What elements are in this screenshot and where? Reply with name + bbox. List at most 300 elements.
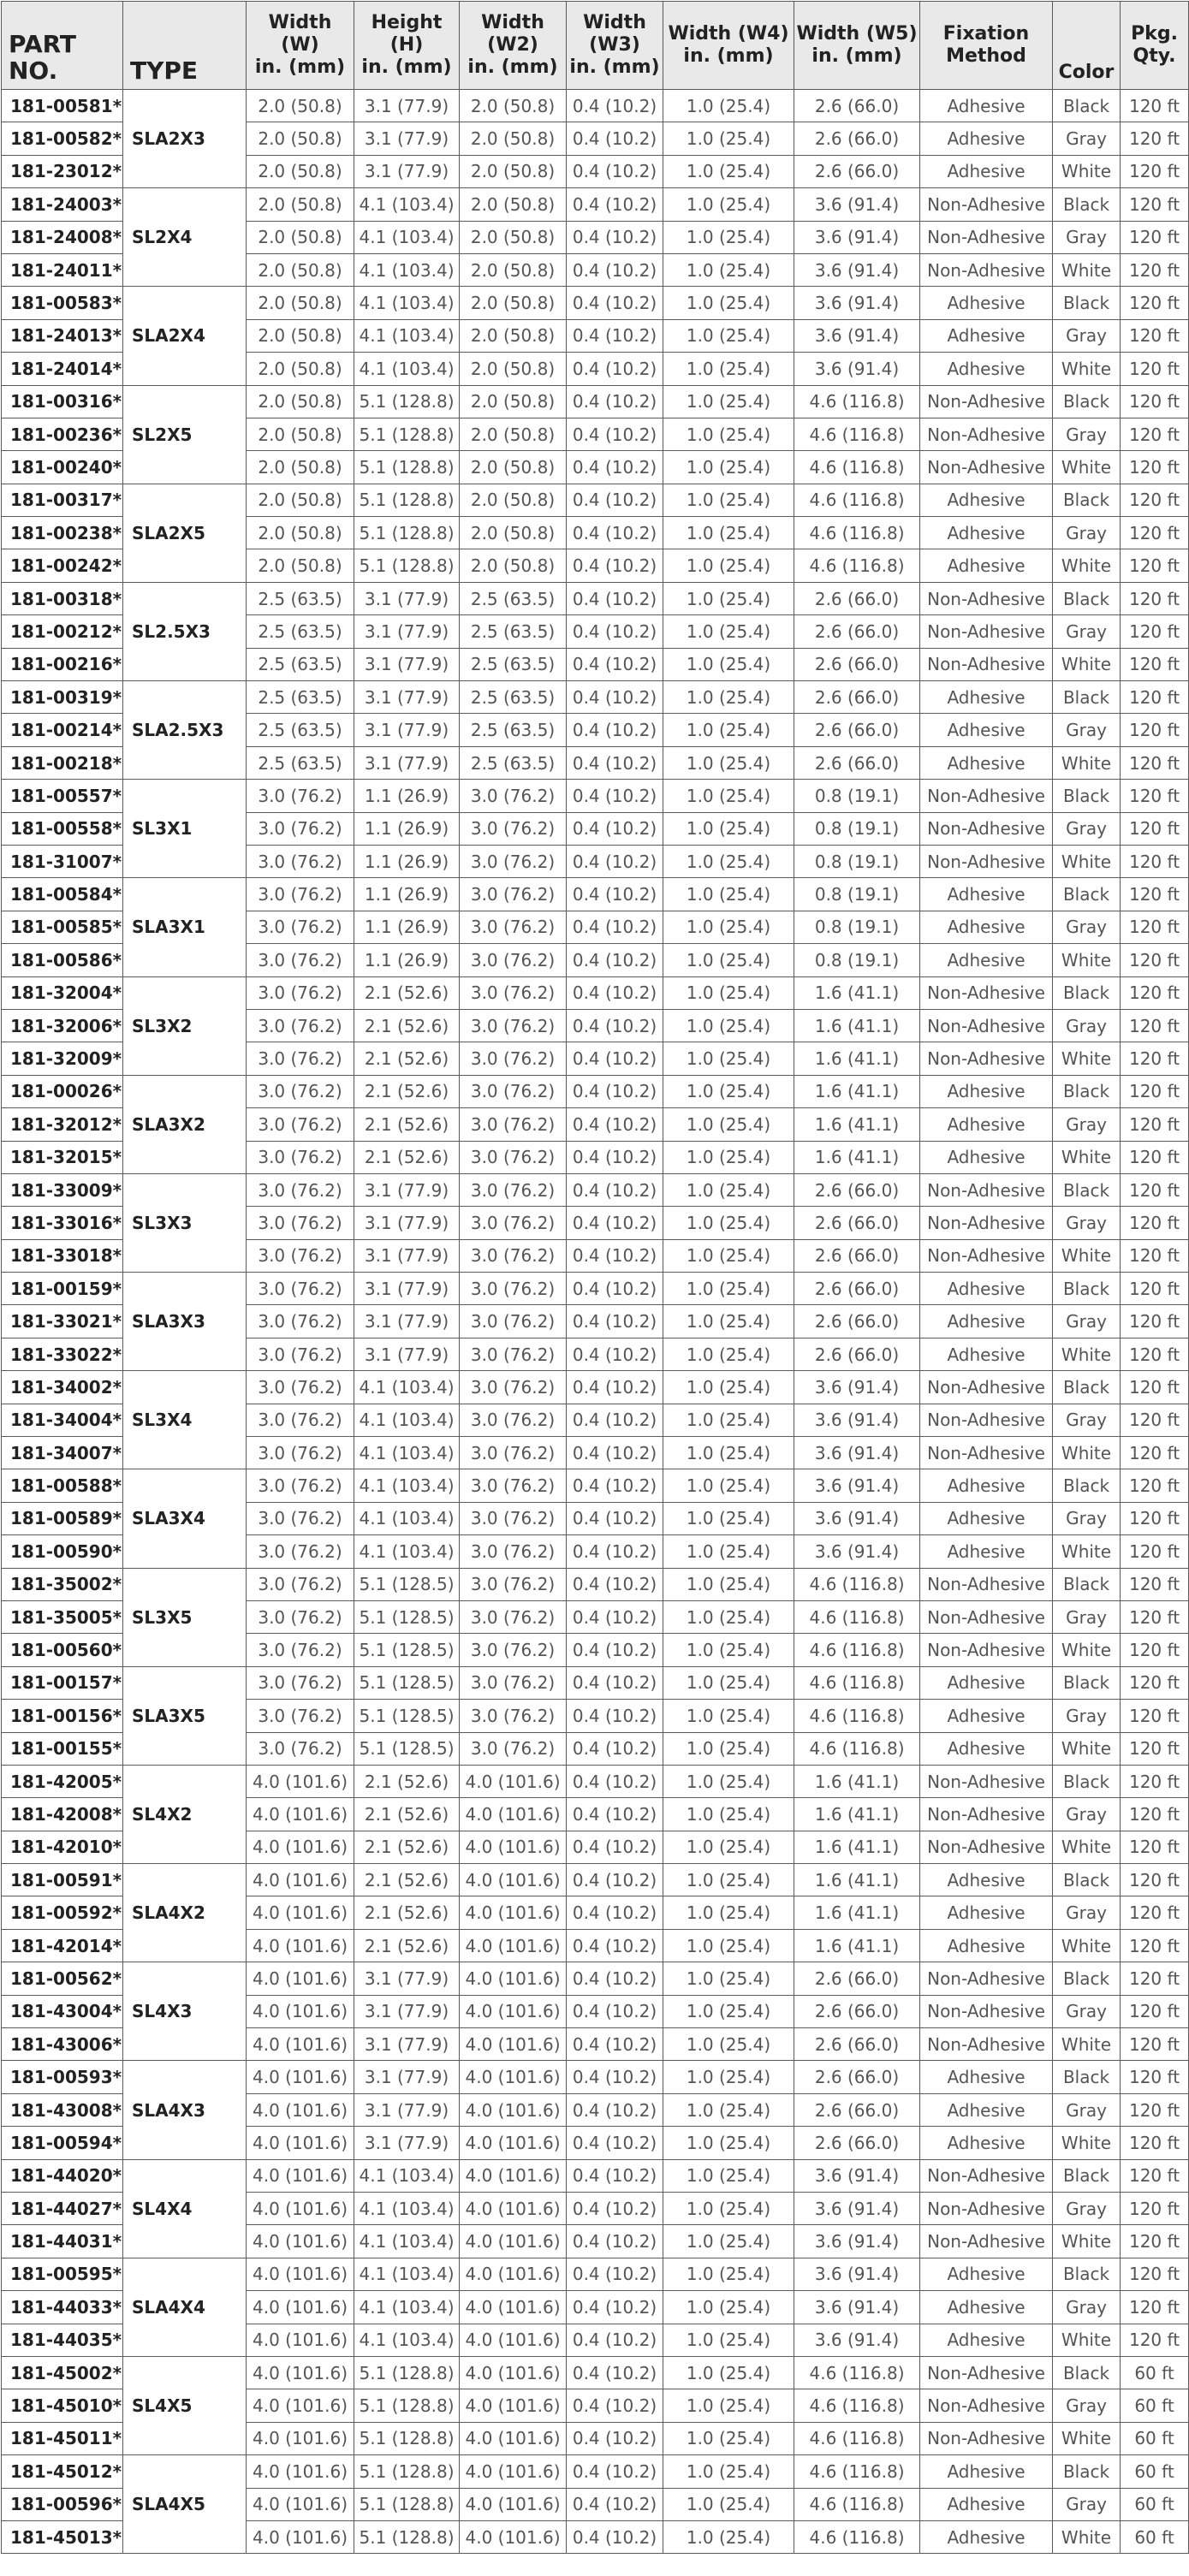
cell-width-w5: 2.6 (66.0) (794, 2061, 920, 2093)
cell-pkg-qty: 120 ft (1121, 451, 1189, 484)
cell-color: Gray (1053, 122, 1121, 155)
cell-width-w5: 4.6 (116.8) (794, 1634, 920, 1666)
cell-width-w3: 0.4 (10.2) (567, 484, 663, 516)
header-width-w5: Width (W5) in. (mm) (794, 2, 920, 90)
cell-type: SL3X5 (123, 1568, 247, 1666)
table-row (2, 1962, 1189, 1995)
cell-width-w: 3.0 (76.2) (247, 1207, 354, 1239)
cell-part-no: 181-44035* (2, 2324, 123, 2356)
cell-width-w3: 0.4 (10.2) (567, 2193, 663, 2225)
cell-color: Gray (1053, 2193, 1121, 2225)
cell-width-w2: 2.5 (63.5) (460, 648, 567, 680)
cell-height-h: 4.1 (103.4) (354, 2291, 460, 2324)
cell-width-w3: 0.4 (10.2) (567, 451, 663, 484)
cell-width-w3: 0.4 (10.2) (567, 122, 663, 155)
cell-fixation-method: Adhesive (920, 1535, 1053, 1568)
cell-width-w2: 3.0 (76.2) (460, 1239, 567, 1272)
cell-width-w: 3.0 (76.2) (247, 1009, 354, 1042)
cell-width-w2: 2.0 (50.8) (460, 451, 567, 484)
cell-width-w2: 3.0 (76.2) (460, 1535, 567, 1568)
cell-width-w5: 3.6 (91.4) (794, 253, 920, 286)
cell-width-w5: 3.6 (91.4) (794, 2291, 920, 2324)
cell-width-w2: 4.0 (101.6) (460, 2061, 567, 2093)
cell-part-no: 181-00593* (2, 2061, 123, 2093)
cell-height-h: 5.1 (128.8) (354, 451, 460, 484)
cell-width-w5: 1.6 (41.1) (794, 1042, 920, 1075)
cell-part-no: 181-32004* (2, 976, 123, 1009)
cell-pkg-qty: 120 ft (1121, 1995, 1189, 2027)
cell-width-w4: 1.0 (25.4) (663, 90, 794, 122)
cell-part-no: 181-32009* (2, 1042, 123, 1075)
cell-fixation-method: Adhesive (920, 2520, 1053, 2553)
cell-width-w5: 4.6 (116.8) (794, 418, 920, 450)
cell-pkg-qty: 120 ft (1121, 353, 1189, 385)
cell-width-w2: 2.0 (50.8) (460, 155, 567, 187)
cell-width-w2: 4.0 (101.6) (460, 2127, 567, 2159)
cell-fixation-method: Non-Adhesive (920, 1239, 1053, 1272)
cell-fixation-method: Non-Adhesive (920, 812, 1053, 845)
cell-width-w4: 1.0 (25.4) (663, 2028, 794, 2061)
cell-fixation-method: Non-Adhesive (920, 976, 1053, 1009)
table-row (2, 1469, 1189, 1502)
cell-width-w4: 1.0 (25.4) (663, 2159, 794, 2192)
cell-width-w4: 1.0 (25.4) (663, 1732, 794, 1765)
cell-width-w5: 1.6 (41.1) (794, 1831, 920, 1863)
cell-width-w: 2.5 (63.5) (247, 746, 354, 779)
cell-width-w4: 1.0 (25.4) (663, 1995, 794, 2027)
cell-width-w3: 0.4 (10.2) (567, 1600, 663, 1633)
cell-width-w: 4.0 (101.6) (247, 1995, 354, 2027)
cell-width-w4: 1.0 (25.4) (663, 2455, 794, 2488)
cell-width-w5: 3.6 (91.4) (794, 1469, 920, 1502)
cell-width-w: 3.0 (76.2) (247, 1469, 354, 1502)
cell-width-w4: 1.0 (25.4) (663, 1075, 794, 1107)
cell-width-w5: 1.6 (41.1) (794, 1141, 920, 1173)
cell-width-w: 2.0 (50.8) (247, 549, 354, 582)
cell-type: SL2.5X3 (123, 582, 247, 680)
cell-part-no: 181-00026* (2, 1075, 123, 1107)
cell-width-w4: 1.0 (25.4) (663, 1765, 794, 1797)
cell-part-no: 181-00590* (2, 1535, 123, 1568)
cell-width-w5: 4.6 (116.8) (794, 2488, 920, 2520)
cell-width-w5: 4.6 (116.8) (794, 484, 920, 516)
cell-width-w3: 0.4 (10.2) (567, 2093, 663, 2126)
cell-height-h: 5.1 (128.8) (354, 517, 460, 549)
cell-fixation-method: Adhesive (920, 1700, 1053, 1732)
cell-pkg-qty: 120 ft (1121, 1798, 1189, 1831)
cell-pkg-qty: 60 ft (1121, 2389, 1189, 2422)
cell-pkg-qty: 120 ft (1121, 2028, 1189, 2061)
cell-pkg-qty: 60 ft (1121, 2455, 1189, 2488)
cell-fixation-method: Adhesive (920, 2258, 1053, 2290)
cell-width-w5: 4.6 (116.8) (794, 549, 920, 582)
cell-width-w: 3.0 (76.2) (247, 845, 354, 877)
cell-width-w: 4.0 (101.6) (247, 2193, 354, 2225)
cell-width-w4: 1.0 (25.4) (663, 451, 794, 484)
cell-width-w4: 1.0 (25.4) (663, 1305, 794, 1338)
cell-color: Gray (1053, 319, 1121, 352)
cell-width-w2: 3.0 (76.2) (460, 1502, 567, 1534)
cell-width-w4: 1.0 (25.4) (663, 2193, 794, 2225)
cell-width-w: 3.0 (76.2) (247, 1600, 354, 1633)
header-part-no: PART NO. (2, 2, 123, 90)
cell-width-w4: 1.0 (25.4) (663, 944, 794, 976)
cell-color: Black (1053, 1371, 1121, 1404)
table-row (2, 2455, 1189, 2488)
cell-height-h: 3.1 (77.9) (354, 122, 460, 155)
cell-width-w5: 1.6 (41.1) (794, 1765, 920, 1797)
cell-fixation-method: Adhesive (920, 911, 1053, 943)
cell-width-w2: 3.0 (76.2) (460, 812, 567, 845)
cell-part-no: 181-42008* (2, 1798, 123, 1831)
cell-pkg-qty: 60 ft (1121, 2422, 1189, 2454)
cell-pkg-qty: 120 ft (1121, 1864, 1189, 1896)
cell-width-w2: 4.0 (101.6) (460, 1995, 567, 2027)
cell-color: Gray (1053, 221, 1121, 253)
cell-width-w: 2.5 (63.5) (247, 714, 354, 746)
cell-pkg-qty: 120 ft (1121, 155, 1189, 187)
cell-width-w5: 3.6 (91.4) (794, 287, 920, 319)
cell-width-w: 4.0 (101.6) (247, 1896, 354, 1929)
table-row (2, 1568, 1189, 1600)
cell-color: Black (1053, 2356, 1121, 2389)
cell-width-w2: 2.0 (50.8) (460, 287, 567, 319)
cell-width-w4: 1.0 (25.4) (663, 1273, 794, 1305)
cell-width-w2: 2.0 (50.8) (460, 484, 567, 516)
cell-color: Black (1053, 878, 1121, 911)
cell-width-w5: 2.6 (66.0) (794, 714, 920, 746)
cell-width-w3: 0.4 (10.2) (567, 90, 663, 122)
cell-fixation-method: Adhesive (920, 1075, 1053, 1107)
cell-type: SL4X3 (123, 1962, 247, 2061)
cell-fixation-method: Adhesive (920, 714, 1053, 746)
cell-width-w2: 2.5 (63.5) (460, 681, 567, 714)
cell-width-w3: 0.4 (10.2) (567, 1929, 663, 1962)
cell-pkg-qty: 120 ft (1121, 385, 1189, 418)
cell-part-no: 181-35002* (2, 1568, 123, 1600)
cell-color: Gray (1053, 1009, 1121, 1042)
cell-width-w3: 0.4 (10.2) (567, 2422, 663, 2454)
cell-part-no: 181-00596* (2, 2488, 123, 2520)
cell-width-w3: 0.4 (10.2) (567, 845, 663, 877)
cell-width-w: 2.0 (50.8) (247, 155, 354, 187)
cell-fixation-method: Adhesive (920, 681, 1053, 714)
cell-width-w4: 1.0 (25.4) (663, 1962, 794, 1995)
cell-width-w4: 1.0 (25.4) (663, 2520, 794, 2553)
cell-height-h: 5.1 (128.8) (354, 2356, 460, 2389)
cell-color: Black (1053, 2061, 1121, 2093)
cell-color: Black (1053, 1864, 1121, 1896)
cell-width-w3: 0.4 (10.2) (567, 1732, 663, 1765)
cell-height-h: 4.1 (103.4) (354, 319, 460, 352)
cell-fixation-method: Adhesive (920, 2093, 1053, 2126)
cell-type: SLA2.5X3 (123, 681, 247, 780)
cell-color: Gray (1053, 2093, 1121, 2126)
cell-color: Gray (1053, 2488, 1121, 2520)
cell-pkg-qty: 120 ft (1121, 1502, 1189, 1534)
table-row (2, 582, 1189, 614)
header-row (2, 2, 1189, 90)
cell-part-no: 181-00236* (2, 418, 123, 450)
table-row (2, 681, 1189, 714)
cell-fixation-method: Adhesive (920, 2488, 1053, 2520)
cell-width-w5: 3.6 (91.4) (794, 1535, 920, 1568)
cell-pkg-qty: 120 ft (1121, 976, 1189, 1009)
cell-height-h: 4.1 (103.4) (354, 253, 460, 286)
cell-part-no: 181-33018* (2, 1239, 123, 1272)
cell-width-w4: 1.0 (25.4) (663, 221, 794, 253)
cell-width-w4: 1.0 (25.4) (663, 253, 794, 286)
cell-width-w: 3.0 (76.2) (247, 878, 354, 911)
header-color: Color (1053, 2, 1121, 90)
header-width-w: Width (W) in. (mm) (247, 2, 354, 90)
cell-type: SLA3X3 (123, 1273, 247, 1371)
cell-color: Gray (1053, 911, 1121, 943)
cell-width-w2: 3.0 (76.2) (460, 780, 567, 812)
cell-width-w2: 2.5 (63.5) (460, 615, 567, 648)
cell-fixation-method: Adhesive (920, 1732, 1053, 1765)
cell-width-w3: 0.4 (10.2) (567, 1075, 663, 1107)
cell-width-w: 3.0 (76.2) (247, 1568, 354, 1600)
cell-pkg-qty: 60 ft (1121, 2356, 1189, 2389)
table-row (2, 1666, 1189, 1699)
cell-pkg-qty: 120 ft (1121, 714, 1189, 746)
cell-width-w4: 1.0 (25.4) (663, 1535, 794, 1568)
cell-width-w2: 4.0 (101.6) (460, 2356, 567, 2389)
header-fixation-method: Fixation Method (920, 2, 1053, 90)
cell-width-w5: 4.6 (116.8) (794, 1600, 920, 1633)
cell-color: Black (1053, 780, 1121, 812)
cell-width-w3: 0.4 (10.2) (567, 517, 663, 549)
cell-width-w2: 3.0 (76.2) (460, 1600, 567, 1633)
cell-width-w4: 1.0 (25.4) (663, 714, 794, 746)
cell-width-w: 4.0 (101.6) (247, 2389, 354, 2422)
cell-height-h: 5.1 (128.8) (354, 2389, 460, 2422)
cell-part-no: 181-00218* (2, 746, 123, 779)
cell-part-no: 181-00212* (2, 615, 123, 648)
cell-fixation-method: Non-Adhesive (920, 1600, 1053, 1633)
cell-width-w3: 0.4 (10.2) (567, 2455, 663, 2488)
cell-height-h: 2.1 (52.6) (354, 1896, 460, 1929)
cell-part-no: 181-24014* (2, 353, 123, 385)
cell-width-w4: 1.0 (25.4) (663, 2488, 794, 2520)
cell-width-w: 3.0 (76.2) (247, 1634, 354, 1666)
cell-width-w: 4.0 (101.6) (247, 2258, 354, 2290)
cell-width-w5: 1.6 (41.1) (794, 1009, 920, 1042)
cell-pkg-qty: 120 ft (1121, 549, 1189, 582)
cell-fixation-method: Adhesive (920, 1502, 1053, 1534)
cell-height-h: 4.1 (103.4) (354, 1535, 460, 1568)
cell-fixation-method: Non-Adhesive (920, 1568, 1053, 1600)
cell-height-h: 4.1 (103.4) (354, 1404, 460, 1436)
cell-height-h: 5.1 (128.5) (354, 1666, 460, 1699)
cell-fixation-method: Adhesive (920, 1305, 1053, 1338)
cell-width-w4: 1.0 (25.4) (663, 2389, 794, 2422)
header-type: TYPE (123, 2, 247, 90)
cell-width-w: 2.0 (50.8) (247, 319, 354, 352)
cell-fixation-method: Non-Adhesive (920, 451, 1053, 484)
cell-fixation-method: Non-Adhesive (920, 1634, 1053, 1666)
cell-height-h: 3.1 (77.9) (354, 1173, 460, 1206)
cell-part-no: 181-32012* (2, 1108, 123, 1141)
cell-height-h: 3.1 (77.9) (354, 1338, 460, 1370)
cell-part-no: 181-00582* (2, 122, 123, 155)
cell-width-w3: 0.4 (10.2) (567, 1962, 663, 1995)
cell-width-w: 3.0 (76.2) (247, 1404, 354, 1436)
cell-fixation-method: Non-Adhesive (920, 1404, 1053, 1436)
cell-pkg-qty: 120 ft (1121, 1075, 1189, 1107)
cell-fixation-method: Non-Adhesive (920, 2159, 1053, 2192)
cell-width-w3: 0.4 (10.2) (567, 976, 663, 1009)
cell-width-w2: 4.0 (101.6) (460, 2258, 567, 2290)
cell-width-w: 2.0 (50.8) (247, 90, 354, 122)
cell-color: Black (1053, 2159, 1121, 2192)
cell-pkg-qty: 120 ft (1121, 648, 1189, 680)
cell-width-w2: 2.0 (50.8) (460, 319, 567, 352)
cell-color: Gray (1053, 615, 1121, 648)
cell-pkg-qty: 120 ft (1121, 1732, 1189, 1765)
cell-width-w4: 1.0 (25.4) (663, 1469, 794, 1502)
cell-height-h: 3.1 (77.9) (354, 2093, 460, 2126)
cell-width-w: 3.0 (76.2) (247, 780, 354, 812)
cell-color: Gray (1053, 714, 1121, 746)
cell-width-w3: 0.4 (10.2) (567, 582, 663, 614)
cell-part-no: 181-33022* (2, 1338, 123, 1370)
table-row (2, 1864, 1189, 1896)
cell-part-no: 181-00159* (2, 1273, 123, 1305)
cell-width-w: 4.0 (101.6) (247, 2422, 354, 2454)
cell-width-w3: 0.4 (10.2) (567, 418, 663, 450)
table-row (2, 188, 1189, 221)
cell-width-w4: 1.0 (25.4) (663, 1404, 794, 1436)
cell-width-w5: 3.6 (91.4) (794, 188, 920, 221)
cell-width-w3: 0.4 (10.2) (567, 2488, 663, 2520)
cell-height-h: 2.1 (52.6) (354, 1798, 460, 1831)
cell-height-h: 4.1 (103.4) (354, 287, 460, 319)
cell-pkg-qty: 120 ft (1121, 1108, 1189, 1141)
cell-fixation-method: Non-Adhesive (920, 221, 1053, 253)
cell-width-w2: 4.0 (101.6) (460, 2159, 567, 2192)
cell-width-w: 3.0 (76.2) (247, 1732, 354, 1765)
cell-width-w5: 1.6 (41.1) (794, 1798, 920, 1831)
cell-pkg-qty: 120 ft (1121, 1173, 1189, 1206)
cell-width-w5: 2.6 (66.0) (794, 648, 920, 680)
cell-height-h: 3.1 (77.9) (354, 615, 460, 648)
cell-pkg-qty: 120 ft (1121, 122, 1189, 155)
cell-width-w4: 1.0 (25.4) (663, 1929, 794, 1962)
cell-width-w: 3.0 (76.2) (247, 1437, 354, 1469)
cell-pkg-qty: 120 ft (1121, 1338, 1189, 1370)
cell-width-w2: 4.0 (101.6) (460, 2225, 567, 2258)
cell-width-w: 4.0 (101.6) (247, 2324, 354, 2356)
cell-pkg-qty: 120 ft (1121, 615, 1189, 648)
cell-part-no: 181-34007* (2, 1437, 123, 1469)
cell-width-w4: 1.0 (25.4) (663, 1207, 794, 1239)
cell-width-w3: 0.4 (10.2) (567, 1831, 663, 1863)
cell-fixation-method: Non-Adhesive (920, 2028, 1053, 2061)
cell-width-w3: 0.4 (10.2) (567, 221, 663, 253)
cell-width-w2: 2.0 (50.8) (460, 385, 567, 418)
cell-color: White (1053, 1732, 1121, 1765)
cell-width-w5: 2.6 (66.0) (794, 2093, 920, 2126)
cell-width-w2: 3.0 (76.2) (460, 1404, 567, 1436)
cell-width-w5: 1.6 (41.1) (794, 976, 920, 1009)
cell-fixation-method: Non-Adhesive (920, 1042, 1053, 1075)
cell-width-w: 2.0 (50.8) (247, 517, 354, 549)
cell-width-w2: 3.0 (76.2) (460, 1305, 567, 1338)
cell-width-w4: 1.0 (25.4) (663, 911, 794, 943)
cell-width-w3: 0.4 (10.2) (567, 1141, 663, 1173)
cell-color: Gray (1053, 1798, 1121, 1831)
cell-fixation-method: Non-Adhesive (920, 845, 1053, 877)
cell-fixation-method: Adhesive (920, 2127, 1053, 2159)
cell-part-no: 181-42014* (2, 1929, 123, 1962)
cell-width-w2: 3.0 (76.2) (460, 1207, 567, 1239)
cell-color: Black (1053, 1273, 1121, 1305)
cell-part-no: 181-00317* (2, 484, 123, 516)
cell-width-w: 3.0 (76.2) (247, 812, 354, 845)
cell-width-w: 3.0 (76.2) (247, 976, 354, 1009)
table-row (2, 385, 1189, 418)
cell-width-w5: 1.6 (41.1) (794, 1864, 920, 1896)
cell-width-w3: 0.4 (10.2) (567, 1765, 663, 1797)
cell-width-w3: 0.4 (10.2) (567, 2028, 663, 2061)
cell-width-w3: 0.4 (10.2) (567, 681, 663, 714)
cell-width-w: 2.5 (63.5) (247, 648, 354, 680)
cell-width-w4: 1.0 (25.4) (663, 1108, 794, 1141)
cell-fixation-method: Non-Adhesive (920, 1765, 1053, 1797)
cell-width-w2: 3.0 (76.2) (460, 976, 567, 1009)
cell-fixation-method: Non-Adhesive (920, 188, 1053, 221)
spec-table (1, 1, 1189, 2554)
cell-height-h: 3.1 (77.9) (354, 746, 460, 779)
cell-height-h: 3.1 (77.9) (354, 2028, 460, 2061)
cell-fixation-method: Non-Adhesive (920, 582, 1053, 614)
cell-width-w5: 1.6 (41.1) (794, 1075, 920, 1107)
cell-part-no: 181-00238* (2, 517, 123, 549)
cell-pkg-qty: 120 ft (1121, 1666, 1189, 1699)
cell-width-w5: 2.6 (66.0) (794, 1173, 920, 1206)
cell-fixation-method: Non-Adhesive (920, 1207, 1053, 1239)
cell-width-w5: 1.6 (41.1) (794, 1896, 920, 1929)
cell-height-h: 4.1 (103.4) (354, 2193, 460, 2225)
cell-width-w2: 2.0 (50.8) (460, 353, 567, 385)
cell-width-w4: 1.0 (25.4) (663, 319, 794, 352)
cell-fixation-method: Adhesive (920, 2291, 1053, 2324)
cell-color: Black (1053, 1173, 1121, 1206)
cell-width-w: 3.0 (76.2) (247, 1108, 354, 1141)
cell-width-w3: 0.4 (10.2) (567, 188, 663, 221)
cell-part-no: 181-45011* (2, 2422, 123, 2454)
cell-height-h: 3.1 (77.9) (354, 90, 460, 122)
cell-width-w5: 3.6 (91.4) (794, 353, 920, 385)
cell-color: Gray (1053, 418, 1121, 450)
cell-type: SLA3X1 (123, 878, 247, 976)
cell-fixation-method: Adhesive (920, 1929, 1053, 1962)
cell-pkg-qty: 120 ft (1121, 1469, 1189, 1502)
cell-width-w3: 0.4 (10.2) (567, 1502, 663, 1534)
cell-part-no: 181-00586* (2, 944, 123, 976)
cell-width-w5: 0.8 (19.1) (794, 944, 920, 976)
cell-width-w: 3.0 (76.2) (247, 1666, 354, 1699)
cell-pkg-qty: 120 ft (1121, 319, 1189, 352)
cell-color: Gray (1053, 1404, 1121, 1436)
cell-height-h: 5.1 (128.8) (354, 2422, 460, 2454)
cell-color: Black (1053, 1469, 1121, 1502)
cell-part-no: 181-00588* (2, 1469, 123, 1502)
cell-fixation-method: Adhesive (920, 878, 1053, 911)
cell-color: White (1053, 2127, 1121, 2159)
